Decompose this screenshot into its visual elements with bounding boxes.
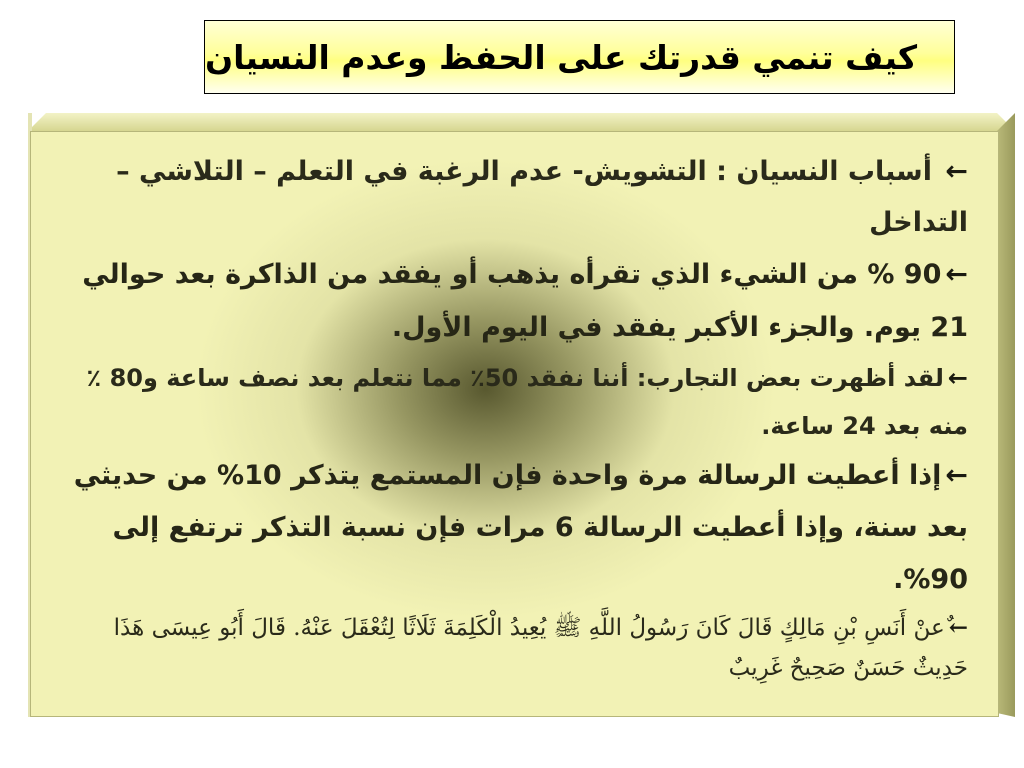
bullet-repetition	[53, 450, 968, 606]
arrow-bullet-icon: ←	[947, 364, 968, 392]
slide-title: كيف تنمي قدرتك على الحفظ وعدم النسيان	[205, 37, 918, 77]
bullet-text: إذا أعطيت الرسالة مرة واحدة فإن المستمع يتذكر 10% من حديثي بعد سنة، وإذا أعطيت الرسالة 6 مرات فإن نسبة التذكر ترتفع إلى 90%.	[73, 460, 968, 595]
bullet-text: 90 % من الشيء الذي تقرأه يذهب أو يفقد من الذاكرة بعد حوالي 21 يوم. والجزء الأكبر يفقد في اليوم الأول.	[82, 259, 968, 343]
arrow-bullet-icon: ←	[945, 156, 968, 187]
content-panel-frame	[28, 113, 1015, 717]
bullet-forgetting-causes	[53, 146, 968, 248]
arrow-bullet-icon: ←	[948, 614, 968, 641]
bullet-hadith	[53, 608, 968, 688]
bullet-ninety-percent	[53, 248, 968, 354]
bullet-experiments	[53, 354, 968, 450]
bullet-text: لقد أظهرت بعض التجارب: أننا نفقد 50٪ مما نتعلم بعد نصف ساعة و80 ٪ منه بعد 24 ساعة.	[86, 364, 968, 440]
title-box	[204, 20, 955, 94]
panel-bevel-top	[28, 113, 1015, 131]
bullet-text: ٌعنْ أَنَسِ بْنِ مَالِكٍ قَالَ كَانَ رَسُولُ اللَّهِ ﷺ يُعِيدُ الْكَلِمَةَ ثَلَاثًا لِتُعْقَلَ عَنْهُ. قَالَ أَبُو عِيسَى هَذَا حَدِيثٌ حَسَنٌ صَحِيحٌ غَرِيبٌ	[113, 615, 968, 681]
arrow-bullet-icon: ←	[945, 259, 968, 290]
panel-bevel-right	[997, 113, 1015, 717]
arrow-bullet-icon: ←	[945, 460, 968, 491]
content-panel	[30, 131, 999, 717]
bullet-text: أسباب النسيان : التشويش- عدم الرغبة في التعلم – التلاشي – التداخل	[116, 156, 968, 238]
